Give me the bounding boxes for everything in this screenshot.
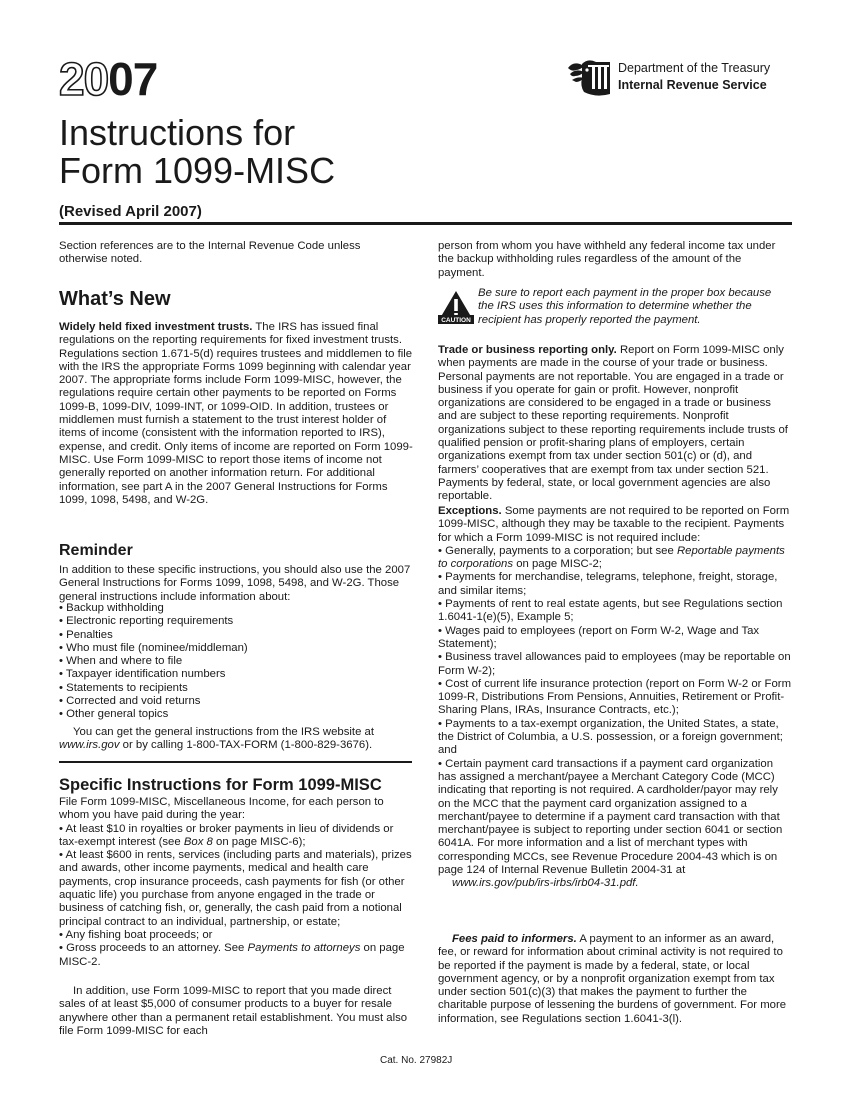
exceptions-intro [438, 505, 792, 545]
exceptions-lead: Exceptions. [438, 505, 502, 517]
caution-label: CAUTION [441, 317, 471, 324]
list-item: • Corrected and void returns [59, 695, 201, 708]
whats-new-heading: What’s New [59, 288, 171, 310]
list-item: • Who must file (nominee/middleman) [59, 641, 248, 654]
whats-new-body: The IRS has issued final regulations on the reporting requirements for fixed investment trusts. Regulations section 1.671-5(d) requires trustees and middlemen to file with the IRS the appropriate Forms 1099 beginning with calendar year 2007. The appropriate forms include Form 1099-MISC, however, the regulations require certain other payments to be reported on Forms 1099-B, 1099-DIV, 1099-INT, or 1099-OID. In addition, trustees or middlemen must furnish a statement to the trust interest holder of items of income (consistent with the information reported to IRS), expense, and credit. Only items of income are reported on Form 1099-MISC. Use Form 1099-MISC to report those items of income not generally reported on another information return. For additional information, see part A in the 2007 General Instructions for Forms 1099, 1098, 5498, and W-2G. [59, 321, 413, 506]
list-item: • Other general topics [59, 708, 169, 721]
list-item: • Statements to recipients [59, 681, 188, 694]
form-year [59, 53, 158, 105]
caution-text [438, 287, 790, 327]
direct-sales-text: In addition, use Form 1099-MISC to report that you made direct sales of at least $5,000 of consumer products to a buyer for resale anywhere other than a permanent retail establishment. You must also file Form 1099-MISC for each [59, 985, 408, 1037]
whats-new-lead: Widely held fixed investment trusts. [59, 321, 253, 333]
list-item: • Taxpayer identification numbers [59, 668, 226, 681]
dept-treasury: Department of the Treasury [618, 61, 771, 75]
website-text [59, 726, 412, 753]
specific-instructions-heading: Specific Instructions for Form 1099-MISC [59, 776, 382, 794]
issuing-agency [618, 60, 770, 94]
section-rule [59, 761, 412, 763]
year-outline: 20 [59, 53, 109, 105]
attorney-text-b: on page MISC-2. [59, 942, 405, 968]
list-item [438, 545, 792, 572]
list-item: • Backup withholding [59, 602, 164, 614]
list-item: • Any fishing boat proceeds; or [59, 928, 213, 941]
royalties-text-a: • At least $10 in royalties or broker payments in lieu of dividends or tax-exempt interest (see [59, 822, 394, 848]
year-solid: 07 [108, 53, 158, 105]
website-text-a: You can get the general instructions from the IRS website at [73, 726, 374, 738]
list-item: • Payments of rent to real estate agents, but see Regulations section 1.6041-1(e)(5), Example 5; [438, 598, 783, 624]
corporations-text-b: on page MISC-2; [513, 558, 602, 571]
exceptions-body: Some payments are not required to be reported on Form 1099-MISC, although they may be taxable to the recipient. Payments for which a Form 1099-MISC is not required include: [438, 505, 790, 544]
trade-business-lead: Trade or business reporting only. [438, 344, 617, 356]
list-item: • Business travel allowances paid to employees (may be reportable on Form W-2); [438, 651, 791, 677]
continued-text: person from whom you have withheld any federal income tax under the backup withholding rules regardless of the amount of the payment. [438, 240, 776, 279]
informers-body: A payment to an informer as an award, fee, or reward for information about criminal activity is not required to be reported if the payment is made by a federal, state, or local government agency, or by a nonprofit organization exempt from tax under section 501(c)(3) that makes the payment to further the charitable purpose of lessening the burdens of government. For more information, see Regulations section 1.6041-3(l). [438, 933, 787, 1025]
irs-eagle-logo-icon [566, 58, 612, 98]
specific-intro: File Form 1099-MISC, Miscellaneous Income, for each person to whom you have paid during the year: [59, 796, 384, 822]
list-item [59, 942, 413, 969]
catalog-number: Cat. No. 27982J [380, 1055, 453, 1066]
irs-website-link[interactable]: www.irs.gov [59, 739, 120, 752]
revision-date: (Revised April 2007) [59, 203, 202, 220]
royalties-text-b: on page MISC-6); [212, 835, 306, 848]
trade-business-text [438, 344, 792, 504]
irb-link[interactable]: www.irs.gov/pub/irs-irbs/irb04-31.pdf. [452, 877, 639, 890]
specific-instructions-text [59, 796, 413, 969]
website-text-b: or by calling 1-800-TAX-FORM (1-800-829-3676). [119, 739, 373, 752]
reminder-text: In addition to these specific instructions, you should also use the 2007 General Instructions for Forms 1099, 1098, 5498, and W-2G. Those general instructions include information about: [59, 564, 411, 603]
list-item: • Payments to a tax-exempt organization, the United States, a state, the District of Columbia, a U.S. possession, or a foreign government; and [438, 717, 783, 757]
list-item: • Cost of current life insurance protection (report on Form W-2 or Form 1099-R, Distributions From Pensions, Annuities, Retirement or Profit-Sharing Plans, IRAs, Insurance Contracts, etc.); [438, 677, 792, 717]
list-item: • At least $600 in rents, services (including parts and materials), prizes and awards, other income payments, medical and health care payments, crop insurance proceeds, cash payments for fish (or other aquatic life) you purchase from anyone engaged in the trade or business of catching fish, or, generally, the cash paid from a notional principal contract to an individual, partnership, or estate; [59, 849, 412, 928]
intro-text: Section references are to the Internal Revenue Code unless otherwise noted. [59, 240, 361, 266]
trade-business-body: Report on Form 1099-MISC only when payments are made in the course of your trade or business. Personal payments are not reportable. You are engaged in a trade or business if you operate for gain or profit. However, nonprofit organizations are considered to be engaged in a trade or business and are subject to these reporting requirements. Nonprofit organizations subject to these reporting requirements include trusts of qualified pension or profit-sharing plans of employers, certain organizations exempt from tax under section 501(c) or (d), and farmers’ cooperatives that are exempt from tax under section 521. Payments by federal, state, or local government agencies are also reportable. [438, 344, 788, 503]
corporations-text-a: • Generally, payments to a corporation; but see [438, 544, 677, 557]
caution-message: Be sure to report each payment in the proper box because the IRS uses this information to determine whether the recipient has properly reported the payment. [478, 287, 772, 326]
attorney-reference: Payments to attorneys [247, 942, 361, 955]
reminder-heading: Reminder [59, 542, 133, 559]
list-item: • Electronic reporting requirements [59, 615, 234, 628]
list-item [438, 758, 792, 891]
title-line-2: Form 1099-MISC [59, 150, 336, 191]
header-rule [59, 222, 792, 225]
list-item [59, 823, 413, 850]
page-title [59, 114, 335, 190]
whats-new-text [59, 321, 413, 507]
exceptions-text [438, 505, 792, 891]
informers-lead: Fees paid to informers. [452, 933, 577, 945]
payment-card-text: • Certain payment card transactions if a payment card organization has assigned a merchant/payee a Merchant Category Code (MCC) indicating that reporting is not required. A cardholder/payor may rely on the MCC that the payment card organization assigned to a merchant/payee to determine if a payment card transaction with that merchant/payee is subject to reporting under section 6041 or section 6041A. For more information and a list of merchant types with corresponding MCCs, see Revenue Procedure 2004-43 which is on page 124 of Internal Revenue Bulletin 2004-31 at [438, 757, 783, 877]
reminder-list [59, 602, 412, 722]
box-8-reference: Box 8 [183, 835, 213, 848]
reportable-payments-reference: Reportable payments to corporations [438, 544, 785, 571]
dept-irs: Internal Revenue Service [618, 78, 767, 92]
informers-text [438, 933, 792, 1026]
list-item: • Payments for merchandise, telegrams, telephone, freight, storage, and similar items; [438, 571, 778, 597]
list-item: • Wages paid to employees (report on Form W-2, Wage and Tax Statement); [438, 624, 760, 650]
title-line-1: Instructions for [59, 112, 296, 153]
list-item: • When and where to file [59, 655, 183, 668]
list-item: • Penalties [59, 628, 113, 641]
attorney-text-a: • Gross proceeds to an attorney. See [59, 942, 248, 955]
